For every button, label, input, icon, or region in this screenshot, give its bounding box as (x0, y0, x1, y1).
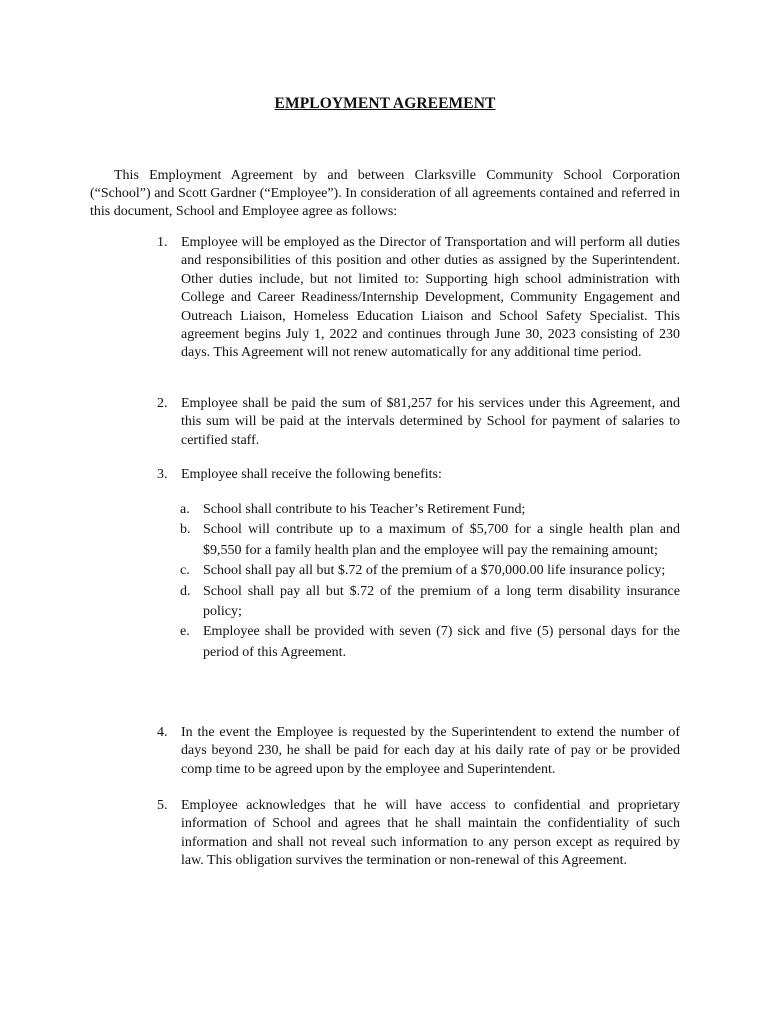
clause-text: In the event the Employee is requested by the Superintendent to extend the number of days beyond 230, he shall be paid for each day at his daily rate of pay or be provided comp time to be agreed upon by the employee and Superintendent. (181, 725, 680, 777)
benefit-letter: e. (180, 624, 190, 640)
list-item (157, 395, 680, 450)
benefit-text: School shall pay all but $.72 of the premium of a $70,000.00 life insurance policy; (203, 563, 666, 579)
clause-number: 4. (157, 725, 168, 740)
list-item (157, 724, 680, 779)
benefit-d (180, 582, 680, 623)
clause-1 (157, 234, 680, 363)
list-item (157, 234, 680, 363)
clause-number: 2. (157, 396, 168, 411)
benefit-text: Employee shall be provided with seven (7) sick and five (5) personal days for the period of this Agreement. (203, 624, 680, 660)
benefit-text: School shall contribute to his Teacher’s Retirement Fund; (203, 502, 526, 517)
clause-text: Employee shall receive the following benefits: (181, 467, 442, 482)
clause-2 (157, 395, 680, 450)
list-item (157, 797, 680, 871)
clause-text: Employee will be employed as the Director of Transportation and will perform all duties and responsibilities of this position and other duties as assigned by the Superintendent. Other duties include, but not limited to: Supporting high school administration with College and Career Readiness/Internship Development, Community Engagement and Outreach Liaison, Homeless Education Liaison and School Safety Specialist. This agreement begins July 1, 2022 and continues through June 30, 2023 consisting of 230 days. This Agreement will not renew automatically for any additional time period. (181, 235, 680, 361)
clause-4 (157, 724, 680, 779)
benefit-letter: b. (180, 522, 191, 538)
clause-number: 5. (157, 798, 168, 813)
clause-5 (157, 797, 680, 871)
clause-text: Employee shall be paid the sum of $81,257 for his services under this Agreement, and this sum will be paid at the intervals determined by School for payment of salaries to certified staff. (181, 396, 680, 448)
benefit-text: School shall pay all but $.72 of the premium of a long term disability insurance policy; (203, 583, 680, 620)
benefit-a (180, 500, 680, 520)
list-item (157, 466, 680, 484)
benefit-e (180, 622, 680, 663)
benefit-b (180, 520, 680, 561)
benefit-c (180, 561, 680, 581)
clause-number: 3. (157, 467, 168, 482)
benefit-letter: d. (180, 583, 191, 599)
benefit-letter: a. (180, 502, 190, 517)
clause-3 (157, 466, 680, 484)
intro-paragraph: This Employment Agreement by and between Clarksville Community School Corporation (“School”) and Scott Gardner (“Employee”). In consideration of all agreements contained and referred in this document, School and Employee agree as follows: (90, 168, 680, 220)
clause-number: 1. (157, 235, 168, 250)
benefit-text: School will contribute up to a maximum of $5,700 for a single health plan and $9,550 for a family health plan and the employee will pay the remaining amount; (203, 522, 680, 558)
benefit-letter: c. (180, 563, 190, 579)
document-title: EMPLOYMENT AGREEMENT (274, 95, 496, 112)
benefits-list (180, 500, 680, 663)
clause-text: Employee acknowledges that he will have access to confidential and proprietary information of School and agrees that he shall maintain the confidentiality of such information and shall not reveal such information to any person except as required by law. This obligation survives the termination or non-renewal of this Agreement. (181, 798, 680, 869)
